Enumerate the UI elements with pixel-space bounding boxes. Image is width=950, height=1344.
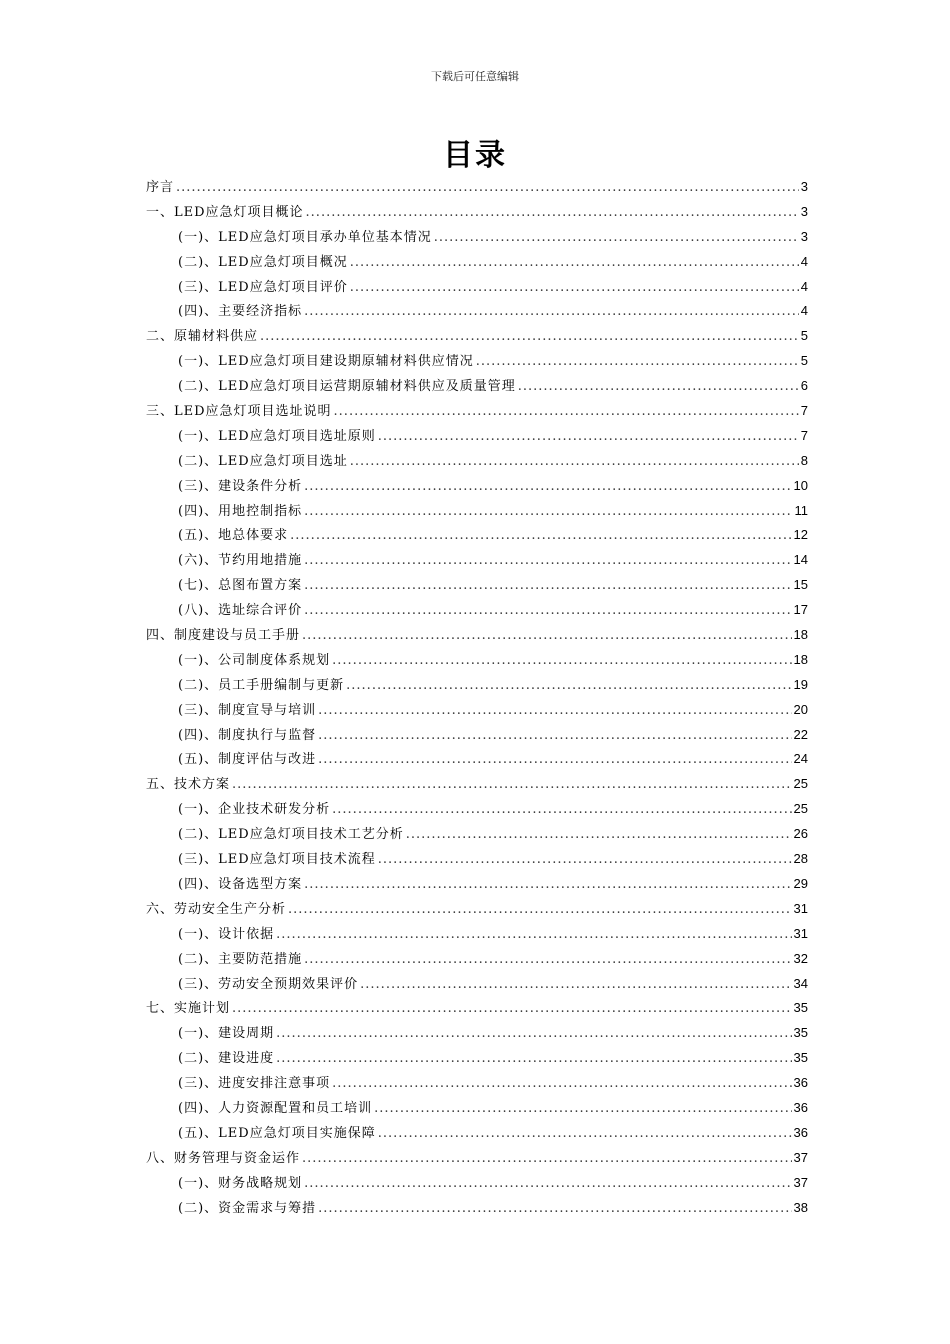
toc-entry-label: 四、制度建设与员工手册 (146, 628, 301, 644)
toc-entry[interactable] (146, 698, 808, 723)
toc-entry[interactable] (146, 250, 808, 275)
toc-entry-label: (二)、LED应急灯项目概况 (178, 254, 348, 270)
toc-entry-label: (五)、地总体要求 (178, 528, 289, 544)
toc-entry-page: 11 (794, 502, 808, 518)
toc-entry-page: 24 (793, 751, 808, 767)
toc-leader-dots (374, 1097, 791, 1122)
toc-entry[interactable] (146, 523, 808, 548)
toc-leader-dots (304, 574, 791, 599)
toc-entry[interactable] (146, 424, 808, 449)
toc-entry[interactable] (146, 573, 808, 598)
toc-leader-dots (350, 276, 799, 301)
toc-entry[interactable] (146, 947, 808, 972)
toc-entry[interactable] (146, 349, 808, 374)
toc-entry[interactable] (146, 548, 808, 573)
toc-entry-page: 17 (793, 602, 808, 618)
toc-entry-page: 20 (793, 701, 808, 717)
toc-entry-page: 26 (793, 826, 808, 842)
toc-entry[interactable] (146, 1021, 808, 1046)
toc-entry[interactable] (146, 175, 808, 200)
toc-entry[interactable] (146, 474, 808, 499)
toc-entry[interactable] (146, 797, 808, 822)
toc-entry-label: (四)、制度执行与监督 (178, 727, 317, 743)
toc-entry-page: 28 (793, 851, 808, 867)
toc-entry[interactable] (146, 299, 808, 324)
toc-leader-dots (304, 300, 799, 325)
toc-entry-page: 10 (793, 477, 808, 493)
toc-entry-page: 31 (793, 925, 808, 941)
toc-entry-page: 32 (793, 950, 808, 966)
toc-entry[interactable] (146, 399, 808, 424)
toc-leader-dots (332, 649, 791, 674)
toc-entry-page: 35 (793, 1050, 808, 1066)
toc-entry-page: 36 (793, 1099, 808, 1115)
toc-entry[interactable] (146, 772, 808, 797)
toc-entry-page: 36 (793, 1075, 808, 1091)
toc-entry-page: 4 (800, 278, 808, 294)
toc-entry-label: (七)、总图布置方案 (178, 578, 303, 594)
toc-leader-dots (232, 773, 792, 798)
toc-entry[interactable] (146, 1146, 808, 1171)
toc-entry[interactable] (146, 374, 808, 399)
toc-leader-dots (378, 1122, 792, 1147)
page-title: 目录 (443, 138, 507, 173)
toc-entry-label: (二)、LED应急灯项目运营期原辅材料供应及质量管理 (178, 379, 516, 395)
toc-entry-label: (一)、建设周期 (178, 1026, 275, 1042)
page-header: 下载后可任意编辑 (431, 70, 519, 83)
toc-leader-dots (360, 973, 791, 998)
toc-entry-label: (八)、选址综合评价 (178, 603, 303, 619)
toc-entry-label: (一)、财务战略规划 (178, 1175, 303, 1191)
toc-entry-page: 31 (793, 900, 808, 916)
toc-leader-dots (232, 997, 792, 1022)
toc-entry[interactable] (146, 996, 808, 1021)
toc-leader-dots (350, 450, 799, 475)
toc-entry-label: 三、LED应急灯项目选址说明 (146, 404, 332, 420)
toc-entry[interactable] (146, 1171, 808, 1196)
toc-entry-label: (一)、企业技术研发分析 (178, 802, 331, 818)
toc-entry[interactable] (146, 1071, 808, 1096)
toc-leader-dots (406, 823, 792, 848)
toc-entry[interactable] (146, 972, 808, 997)
toc-leader-dots (260, 325, 799, 350)
toc-entry-label: (三)、制度宣导与培训 (178, 702, 317, 718)
toc-entry-label: (二)、LED应急灯项目选址 (178, 453, 348, 469)
toc-leader-dots (476, 350, 799, 375)
toc-entry-page: 19 (793, 676, 808, 692)
toc-entry[interactable] (146, 897, 808, 922)
toc-leader-dots (176, 176, 799, 201)
toc-leader-dots (290, 524, 791, 549)
toc-entry-label: 五、技术方案 (146, 777, 231, 793)
toc-entry-page: 15 (793, 577, 808, 593)
toc-entry-label: (二)、员工手册编制与更新 (178, 677, 345, 693)
toc-entry-page: 5 (800, 328, 808, 344)
toc-leader-dots (318, 748, 791, 773)
toc-entry-label: (三)、建设条件分析 (178, 478, 303, 494)
toc-entry-label: (一)、LED应急灯项目承办单位基本情况 (178, 229, 432, 245)
toc-entry-label: 一、LED应急灯项目概论 (146, 204, 304, 220)
toc-entry-page: 36 (793, 1124, 808, 1140)
toc-entry-label: (四)、设备选型方案 (178, 876, 303, 892)
toc-entry[interactable] (146, 225, 808, 250)
toc-entry-label: 序言 (146, 180, 175, 195)
toc-leader-dots (334, 400, 799, 425)
toc-entry-label: (一)、公司制度体系规划 (178, 652, 331, 668)
toc-leader-dots (318, 1197, 791, 1222)
toc-entry-label: (一)、设计依据 (178, 926, 275, 942)
toc-entry-page: 12 (793, 527, 808, 543)
toc-entry[interactable] (146, 822, 808, 847)
toc-entry[interactable] (146, 847, 808, 872)
toc-entry[interactable] (146, 1121, 808, 1146)
toc-entry-page: 37 (793, 1174, 808, 1190)
toc-entry-label: (一)、LED应急灯项目选址原则 (178, 428, 376, 444)
toc-entry[interactable] (146, 747, 808, 772)
toc-leader-dots (304, 549, 791, 574)
toc-entry-page: 35 (793, 1025, 808, 1041)
toc-leader-dots (378, 425, 799, 450)
toc-entry-page: 25 (793, 801, 808, 817)
table-of-contents (146, 175, 808, 1220)
toc-entry[interactable] (146, 275, 808, 300)
toc-entry-label: (三)、劳动安全预期效果评价 (178, 976, 359, 992)
toc-entry-label: (四)、人力资源配置和员工培训 (178, 1100, 373, 1116)
toc-entry-page: 4 (800, 303, 808, 319)
toc-leader-dots (518, 375, 799, 400)
toc-leader-dots (302, 624, 792, 649)
toc-entry[interactable] (146, 872, 808, 897)
toc-leader-dots (318, 699, 791, 724)
toc-leader-dots (304, 475, 791, 500)
toc-entry-label: (二)、LED应急灯项目技术工艺分析 (178, 827, 404, 843)
toc-leader-dots (332, 1072, 791, 1097)
toc-entry-page: 14 (793, 552, 808, 568)
toc-entry-label: (五)、制度评估与改进 (178, 752, 317, 768)
toc-entry[interactable] (146, 1196, 808, 1221)
toc-leader-dots (332, 798, 791, 823)
toc-entry[interactable] (146, 673, 808, 698)
toc-entry[interactable] (146, 449, 808, 474)
toc-leader-dots (304, 1172, 791, 1197)
toc-entry-label: (四)、主要经济指标 (178, 304, 303, 320)
toc-entry-page: 25 (793, 776, 808, 792)
toc-leader-dots (434, 226, 799, 251)
toc-leader-dots (318, 724, 791, 749)
toc-entry[interactable] (146, 1046, 808, 1071)
toc-entry-page: 29 (793, 875, 808, 891)
toc-entry-label: (六)、节约用地措施 (178, 553, 303, 569)
toc-entry[interactable] (146, 324, 808, 349)
toc-entry[interactable] (146, 499, 808, 524)
toc-entry-label: (四)、用地控制指标 (178, 503, 303, 519)
toc-leader-dots (304, 873, 791, 898)
toc-leader-dots (306, 201, 799, 226)
toc-entry[interactable] (146, 1096, 808, 1121)
toc-entry-page: 5 (800, 353, 808, 369)
toc-entry-label: 六、劳动安全生产分析 (146, 901, 287, 917)
toc-entry-page: 4 (800, 253, 808, 269)
toc-entry-page: 38 (793, 1199, 808, 1215)
toc-entry[interactable] (146, 598, 808, 623)
toc-entry-page: 8 (800, 452, 808, 468)
toc-entry-page: 34 (793, 975, 808, 991)
toc-entry-label: (二)、主要防范措施 (178, 951, 303, 967)
toc-entry-label: (一)、LED应急灯项目建设期原辅材料供应情况 (178, 354, 474, 370)
toc-entry-label: (二)、资金需求与筹措 (178, 1200, 317, 1216)
toc-entry[interactable] (146, 200, 808, 225)
toc-entry[interactable] (146, 723, 808, 748)
toc-leader-dots (276, 1022, 791, 1047)
toc-entry-page: 37 (793, 1149, 808, 1165)
toc-leader-dots (304, 599, 791, 624)
toc-entry-page: 6 (800, 378, 808, 394)
toc-entry-page: 7 (800, 427, 808, 443)
toc-leader-dots (304, 948, 791, 973)
toc-leader-dots (346, 674, 791, 699)
toc-entry[interactable] (146, 922, 808, 947)
toc-entry-page: 22 (793, 726, 808, 742)
toc-entry-page: 3 (800, 179, 808, 194)
toc-entry-page: 18 (793, 627, 808, 643)
toc-entry-label: 八、财务管理与资金运作 (146, 1150, 301, 1166)
toc-entry-label: 七、实施计划 (146, 1001, 231, 1017)
toc-entry-page: 3 (800, 203, 808, 219)
toc-entry-page: 3 (800, 228, 808, 244)
toc-entry[interactable] (146, 648, 808, 673)
toc-leader-dots (378, 848, 792, 873)
toc-entry-label: (三)、LED应急灯项目评价 (178, 279, 348, 295)
toc-leader-dots (302, 1147, 792, 1172)
toc-entry[interactable] (146, 623, 808, 648)
toc-entry-label: (五)、LED应急灯项目实施保障 (178, 1125, 376, 1141)
toc-leader-dots (288, 898, 792, 923)
toc-leader-dots (350, 251, 799, 276)
toc-entry-page: 35 (793, 1000, 808, 1016)
toc-entry-label: 二、原辅材料供应 (146, 329, 259, 345)
toc-entry-label: (三)、LED应急灯项目技术流程 (178, 852, 376, 868)
toc-entry-label: (三)、进度安排注意事项 (178, 1076, 331, 1092)
toc-leader-dots (304, 500, 792, 525)
toc-leader-dots (276, 923, 791, 948)
toc-entry-page: 18 (793, 651, 808, 667)
toc-leader-dots (276, 1047, 791, 1072)
toc-entry-label: (二)、建设进度 (178, 1051, 275, 1067)
toc-entry-page: 7 (800, 403, 808, 419)
